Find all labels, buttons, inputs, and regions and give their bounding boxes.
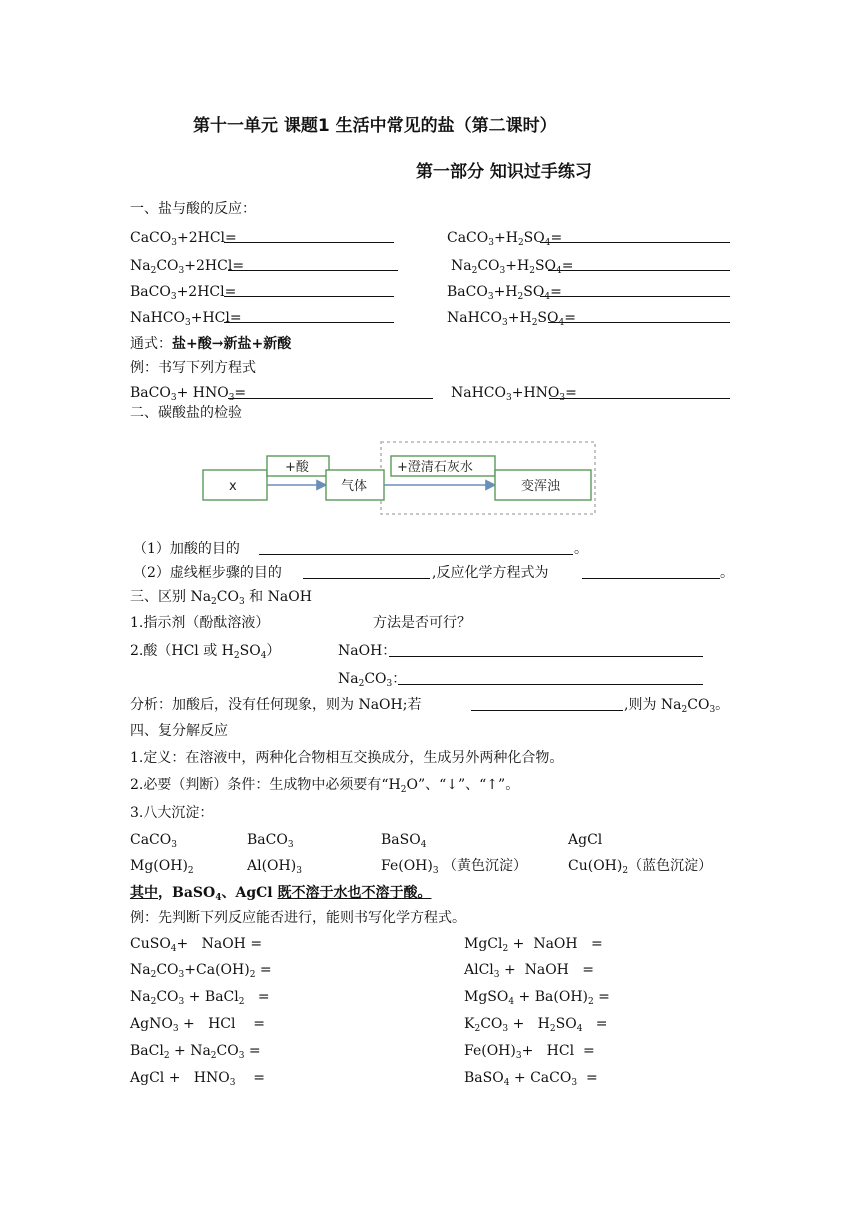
s1-blank-2-right[interactable]	[548, 270, 730, 271]
s4-pair-6-right: BaSO$_4$ + CaCO$_3$ =	[464, 1070, 598, 1088]
s3-analysis-blank[interactable]	[471, 710, 623, 711]
s4-example: 例：先判断下列反应能否进行，能则书写化学方程式。	[130, 910, 466, 926]
s3-method-1-question: 方法是否可行？	[373, 615, 471, 631]
s4-pair-2-left: $Na_2CO_3+Ca(OH)_2$ =	[130, 962, 272, 980]
s4-condition: 2.必要（判断）条件：生成物中必须要有“$H_2O$”、“↓”、“↑”。	[130, 777, 520, 795]
s2-q2-blank-2[interactable]	[582, 578, 720, 579]
s4-pair-3-left: $Na_2CO_3$ + BaCl$_2$ =	[130, 989, 270, 1007]
s4-note	[130, 884, 431, 902]
s4-pair-3-right: MgSO$_4$ + $Ba(OH)_2$ =	[464, 989, 610, 1007]
carbonate-test-flowchart	[195, 436, 605, 520]
s1-example-right: $NaHCO_3+HNO_3=$	[451, 385, 577, 403]
s4-precipitates-title: 3.八大沉淀：	[130, 805, 214, 821]
s1-example-left: BaCO$_3$+ $HNO_3=$	[130, 385, 247, 403]
s4-pair-1-right: MgCl$_2$ + NaOH =	[464, 936, 603, 954]
s1-eq-2-left: $Na_2CO_3+2HCl=$	[130, 258, 245, 276]
s1-blank-4-right[interactable]	[548, 322, 730, 323]
s3-analysis-end: ,则为 $Na_2CO_3$。	[624, 697, 730, 715]
s1-eq-1-left: CaCO$_3$+2HCl=	[130, 230, 237, 248]
s1-eq-3-left: BaCO$_3$+2HCl=	[130, 284, 237, 302]
ppt-3: BaSO$_4$	[381, 832, 427, 850]
s4-heading: 四、复分解反应	[130, 723, 228, 739]
s1-eq-4-left: NaHCO$_3$+HCl=	[130, 310, 242, 328]
s2-q1-blank[interactable]	[259, 554, 573, 555]
s2-question-1: （1）加酸的目的	[133, 541, 240, 557]
s1-blank-1-right[interactable]	[540, 242, 730, 243]
general-formula	[130, 335, 291, 353]
s4-pair-4-right: $K_2CO_3 + H_2SO_4$ =	[464, 1016, 608, 1034]
ppt-2: BaCO$_3$	[247, 832, 294, 850]
s3-heading: 三、区别 $Na_2CO_3$ 和 NaOH	[130, 589, 312, 607]
ppt-7: $Fe(OH)_3$ （黄色沉淀）	[381, 858, 528, 876]
flow-box-x-label: x	[229, 479, 237, 494]
s4-definition: 1.定义：在溶液中，两种化合物相互交换成分，生成另外两种化合物。	[130, 750, 564, 766]
s4-pair-5-left: BaCl$_2$ + $Na_2CO_3$ =	[130, 1043, 261, 1061]
s3-na2co3-blank[interactable]	[398, 684, 703, 685]
flow-box-gas-label: 气体	[341, 479, 368, 494]
general-formula-prefix: 通式：	[130, 336, 172, 352]
s1-example-blank-left[interactable]	[228, 398, 433, 399]
s4-note-c: 既不溶于水也不溶于酸。	[277, 885, 432, 901]
flow-label-lime-text: +澄清石灰水	[397, 460, 473, 475]
s1-eq-2-right: $Na_2CO_3+H_2SO_4=$	[451, 258, 574, 276]
page-title: 第十一单元 课题1 生活中常见的盐（第二课时）	[193, 116, 557, 136]
s1-eq-1-right: $CaCO_3+H_2SO_4=$	[447, 230, 563, 248]
ppt-6: $Al(OH)_3$	[247, 858, 302, 876]
s4-pair-1-left: CuSO$_4$+ NaOH =	[130, 936, 263, 954]
s3-method-2: 2.酸（HCl 或 $H_2SO_4$）	[130, 643, 281, 661]
s3-naoh-blank[interactable]	[389, 656, 703, 657]
s2-question-2: （2）虚线框步骤的目的	[133, 565, 282, 581]
page-subtitle: 第一部分 知识过手练习	[416, 162, 592, 182]
s2-heading: 二、碳酸盐的检验	[130, 405, 242, 421]
s3-na2co3-label: $Na_2CO_3$：	[338, 671, 407, 689]
s3-naoh-label: NaOH：	[338, 643, 397, 659]
flow-box-result-label: 变浑浊	[521, 479, 561, 494]
s3-analysis: 分析：加酸后，没有任何现象，则为 NaOH;若	[130, 697, 422, 713]
ppt-8: $Cu(OH)_2$（蓝色沉淀）	[568, 858, 713, 876]
ppt-5: $Mg(OH)_2$	[130, 858, 194, 876]
s1-example-blank-right[interactable]	[549, 398, 730, 399]
s4-pair-4-left: AgNO$_3$ + HCl =	[130, 1016, 266, 1034]
flow-label-acid-text: +酸	[285, 460, 309, 475]
s1-eq-4-right: $NaHCO_3+H_2SO_4=$	[447, 310, 576, 328]
s4-note-a: 其中	[130, 885, 158, 901]
s2-q1-end: 。	[574, 541, 588, 557]
s1-blank-3-left[interactable]	[224, 296, 394, 297]
s4-note-b: ，BaSO$_4$、AgCl	[158, 885, 278, 903]
s2-q2-mid: ,反应化学方程式为	[432, 565, 549, 581]
ppt-1: CaCO$_3$	[130, 832, 177, 850]
s4-pair-2-right: AlCl$_3$ + NaOH =	[464, 962, 594, 980]
ppt-4: AgCl	[568, 832, 603, 848]
s3-method-1: 1.指示剂（酚酞溶液）	[130, 615, 270, 631]
s4-pair-5-right: $Fe(OH)_3+$ HCl =	[464, 1043, 595, 1061]
s2-q2-end: 。	[720, 565, 734, 581]
s1-blank-3-right[interactable]	[540, 296, 730, 297]
s4-pair-6-left: AgCl + $HNO_3$ =	[130, 1070, 265, 1088]
s1-blank-2-left[interactable]	[228, 270, 398, 271]
s1-eq-3-right: $BaCO_3+H_2SO_4=$	[447, 284, 562, 302]
s2-q2-blank-1[interactable]	[303, 578, 430, 579]
s1-example: 例：书写下列方程式	[130, 360, 256, 376]
s1-blank-1-left[interactable]	[224, 242, 394, 243]
general-formula-text: 盐+酸→新盐+新酸	[172, 336, 292, 352]
s1-blank-4-left[interactable]	[224, 322, 394, 323]
s1-heading: 一、盐与酸的反应：	[130, 201, 256, 217]
